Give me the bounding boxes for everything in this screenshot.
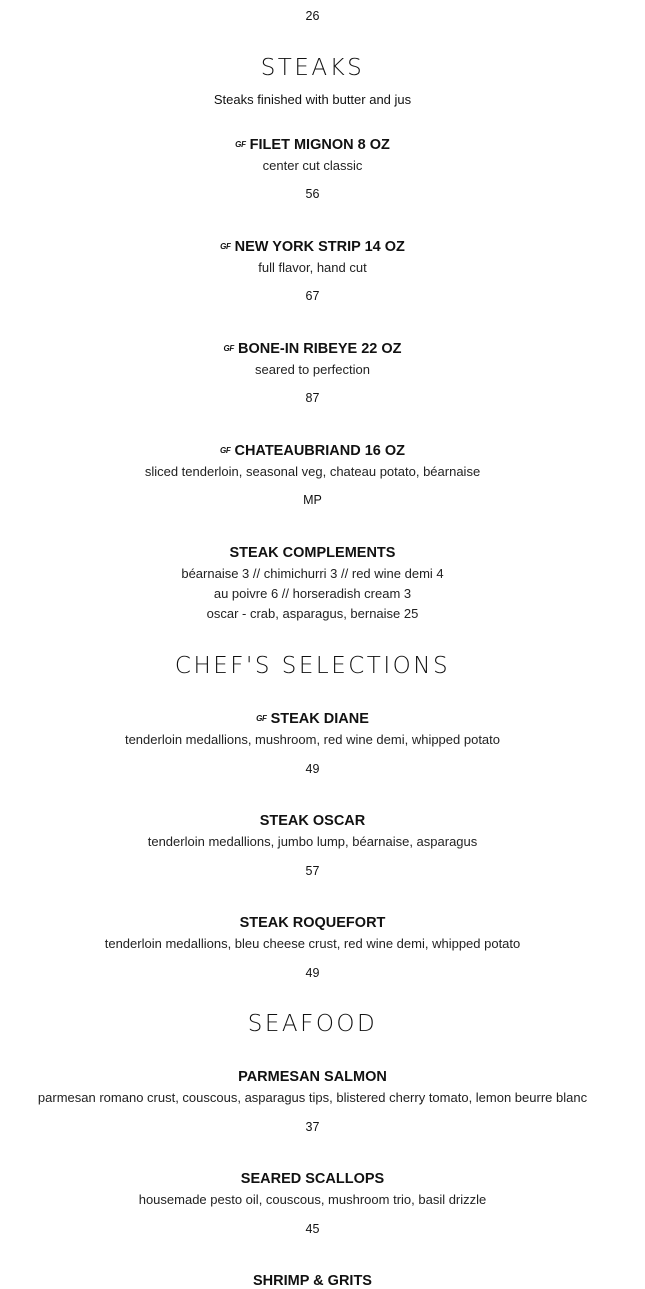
- menu-item-name: [0, 443, 625, 459]
- item-title: BONE-IN RIBEYE 22 OZ: [237, 341, 402, 357]
- menu-item-description: tenderloin medallions, mushroom, red wine demi, whipped potato: [124, 732, 501, 747]
- menu-item-price: 49: [305, 966, 320, 980]
- menu-item-description: tenderloin medallions, jumbo lump, béarnaise, asparagus: [147, 834, 478, 849]
- gluten-free-badge: GF: [223, 344, 234, 353]
- item-title: STEAK DIANE: [270, 711, 369, 727]
- menu-item-description: seared to perfection: [255, 362, 370, 377]
- previous-item-price: 26: [305, 9, 320, 23]
- menu-item-description: center cut classic: [262, 158, 363, 173]
- menu-item-price: 57: [305, 864, 320, 878]
- menu-item-name: STEAK OSCAR: [259, 813, 366, 829]
- steaks-section-title: STEAKS: [260, 55, 365, 81]
- menu-item-price: 67: [305, 289, 320, 303]
- item-title: CHATEAUBRIAND 16 OZ: [234, 443, 406, 459]
- menu-item-name: [0, 137, 625, 153]
- gluten-free-badge: GF: [219, 446, 231, 455]
- menu-item-name: [0, 711, 625, 727]
- menu-item-name: SHRIMP & GRITS: [253, 1273, 372, 1289]
- steaks-section-subtitle: Steaks finished with butter and jus: [213, 92, 412, 107]
- menu-item-description: tenderloin medallions, bleu cheese crust, red wine demi, whipped potato: [104, 936, 521, 951]
- gluten-free-badge: GF: [220, 242, 231, 251]
- chefs-selections-section-title: CHEF'S SELECTIONS: [174, 653, 451, 679]
- item-title: NEW YORK STRIP 14 OZ: [234, 239, 405, 255]
- menu-item-price: 37: [305, 1120, 320, 1134]
- menu-item-description: parmesan romano crust, couscous, asparagus tips, blistered cherry tomato, lemon beurre blanc: [37, 1090, 588, 1105]
- menu-item-price: 45: [305, 1222, 320, 1236]
- menu-item-price: MP: [303, 493, 322, 507]
- complements-line: au poivre 6 // horseradish cream 3: [213, 586, 412, 601]
- menu-item-name: [0, 239, 625, 255]
- menu-item-description: sliced tenderloin, seasonal veg, chateau potato, béarnaise: [144, 464, 481, 479]
- complements-line: oscar - crab, asparagus, bernaise 25: [206, 606, 419, 621]
- menu-item-name: SEARED SCALLOPS: [240, 1171, 385, 1187]
- gluten-free-badge: GF: [235, 140, 246, 149]
- menu-item-price: 56: [305, 187, 320, 201]
- menu-item-description: full flavor, hand cut: [258, 260, 367, 275]
- menu-item-name: STEAK ROQUEFORT: [239, 915, 386, 931]
- gluten-free-badge: GF: [256, 714, 267, 723]
- steak-complements-title: STEAK COMPLEMENTS: [229, 545, 396, 561]
- item-title: FILET MIGNON 8 OZ: [249, 137, 390, 153]
- menu-item-price: 49: [305, 762, 320, 776]
- menu-item-name: PARMESAN SALMON: [238, 1069, 387, 1085]
- menu-item-name: [0, 341, 625, 357]
- menu-item-price: 87: [305, 391, 320, 405]
- seafood-section-title: SEAFOOD: [247, 1011, 378, 1037]
- menu-item-description: housemade pesto oil, couscous, mushroom trio, basil drizzle: [138, 1192, 487, 1207]
- complements-line: béarnaise 3 // chimichurri 3 // red wine demi 4: [181, 566, 444, 581]
